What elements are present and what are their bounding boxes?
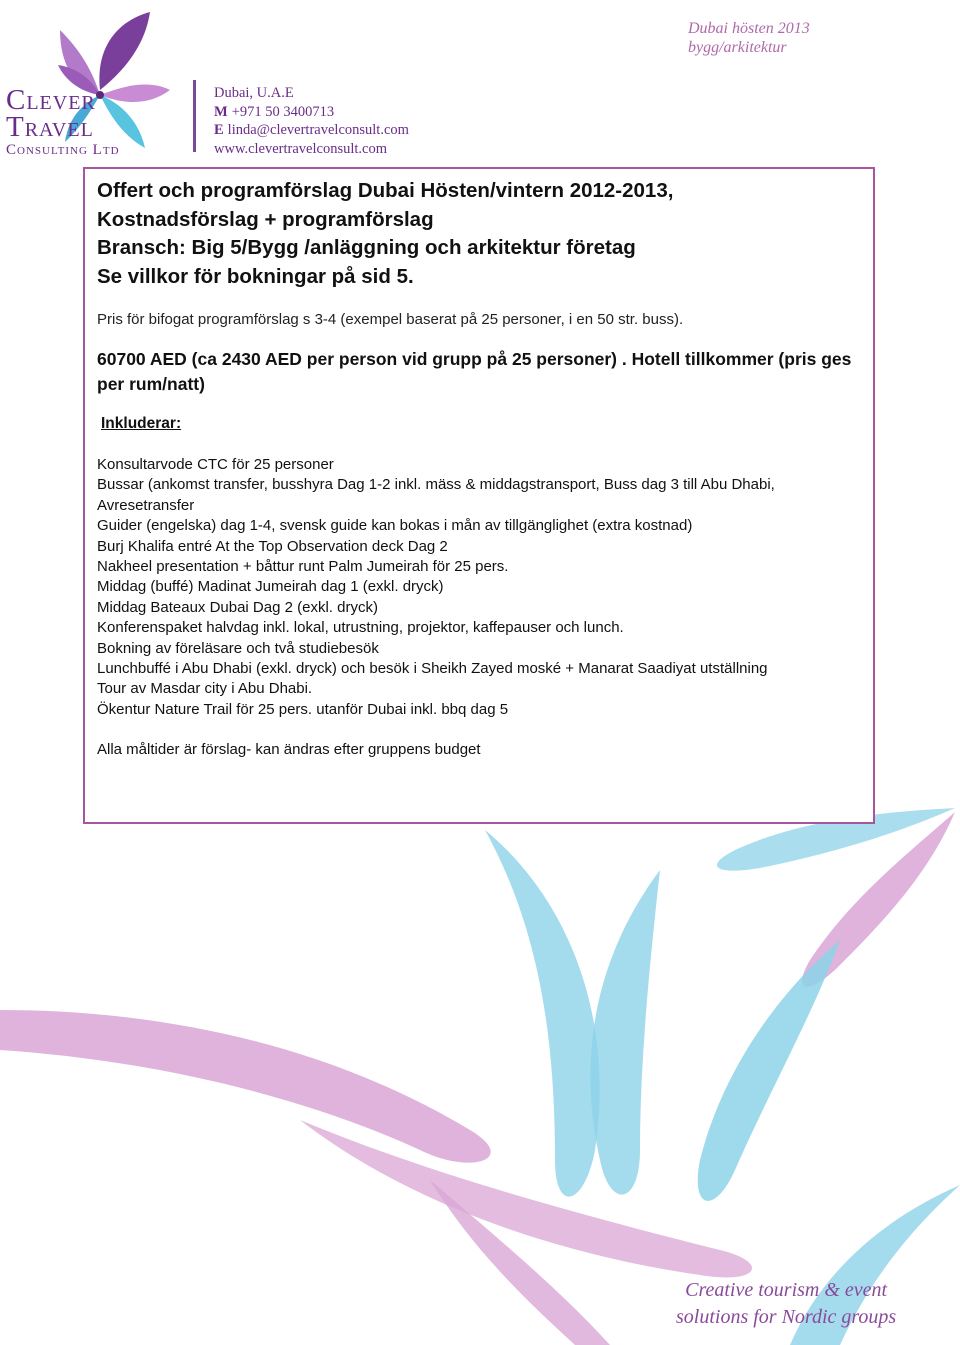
phone-label: M [214,103,228,120]
offer-box [83,167,875,824]
petal-blue-center [590,870,660,1195]
includes-list [97,455,863,720]
list-item: Middag Bateaux Dubai Dag 2 (exkl. dryck) [97,598,378,616]
logo-divider [193,80,196,152]
contact-location: Dubai, U.A.E [214,85,294,101]
brand-line-3: Consulting Ltd [6,142,120,158]
offer-heading-3: Bransch: Big 5/Bygg /anläggning och arkitektur företag [97,236,636,259]
document-tag-line-1: Dubai hösten 2013 [688,20,810,37]
list-item: Tour av Masdar city i Abu Dhabi. [97,680,313,698]
brand-line-2: Travel [6,111,94,143]
meals-note: Alla måltider är förslag- kan ändras efter gruppens budget [97,741,481,759]
list-item: Middag (buffé) Madinat Jumeirah dag 1 (exkl. dryck) [97,578,444,596]
list-item: Burj Khalifa entré At the Top Observation deck Dag 2 [97,537,448,555]
list-item: Lunchbuffé i Abu Dhabi (exkl. dryck) och besök i Sheikh Zayed moské + Manarat Saadiyat utställning [97,660,768,678]
petal-blue-tall [698,940,840,1201]
list-item: Bussar (ankomst transfer, busshyra Dag 1-2 inkl. mäss & middagstransport, Buss dag 3 till Abu Dhabi, [97,476,775,494]
petal-pink-left [0,1010,491,1163]
offer-heading-4: Se villkor för bokningar på sid 5. [97,264,414,288]
email-label: E [214,122,224,138]
list-item: Guider (engelska) dag 1-4, svensk guide kan bokas i mån av tillgänglighet (extra kostnad) [97,517,693,535]
price-note: Pris för bifogat programförslag s 3-4 (exempel baserat på 25 personer, i en 50 str. buss). [97,311,684,328]
contact-phone: +971 50 3400713 [231,103,335,120]
tagline-line-2: solutions for Nordic groups [676,1306,897,1328]
list-item: Konferenspaket halvdag inkl. lokal, utrustning, projektor, kaffepauser och lunch. [97,619,624,637]
footer-tagline [676,1277,896,1331]
includes-label: Inkluderar: [101,415,182,432]
offer-content [97,177,863,760]
contact-website[interactable]: www.clevertravelconsult.com [214,140,387,157]
price-line: 60700 AED (ca 2430 AED per person vid grupp på 25 personer) . Hotell tillkommer (pris ges per rum/natt) [97,349,852,394]
document-tag [688,19,810,57]
list-item: Avresetransfer [97,496,195,514]
contact-email[interactable]: linda@clevertravelconsult.com [227,122,409,138]
list-item: Konsultarvode CTC för 25 personer [97,456,334,473]
list-item: Bokning av föreläsare och två studiebesök [97,639,379,657]
contact-block [214,84,409,158]
document-tag-line-2: bygg/arkitektur [688,39,787,56]
petal-pink-wide [300,1120,752,1277]
contact-phone-row [214,103,409,122]
brand-line-1: Clever [6,84,96,116]
offer-heading-1: Offert och programförslag Dubai Hösten/vintern 2012-2013, [97,179,674,202]
tagline-line-1: Creative tourism & event [685,1279,888,1301]
petal-blue-left [485,830,600,1197]
contact-email-row [214,121,409,140]
list-item: Nakheel presentation + båttur runt Palm Jumeirah för 25 pers. [97,558,509,576]
brand-logo-text [6,86,120,158]
list-item: Ökentur Nature Trail för 25 pers. utanför Dubai inkl. bbq dag 5 [97,700,509,718]
offer-heading-2: Kostnadsförslag + programförslag [97,207,434,231]
